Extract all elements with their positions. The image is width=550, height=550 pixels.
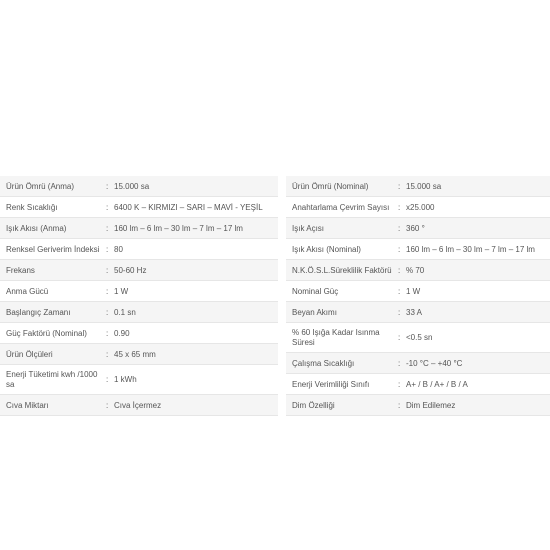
spec-separator: : bbox=[106, 281, 114, 302]
table-row bbox=[286, 323, 550, 353]
spec-label: Renksel Geriverim İndeksi bbox=[0, 239, 106, 260]
spec-separator: : bbox=[106, 365, 114, 395]
spec-value: x25.000 bbox=[406, 197, 550, 218]
spec-value: -10 °C – +40 °C bbox=[406, 353, 550, 374]
spec-separator: : bbox=[398, 353, 406, 374]
spec-value: 50-60 Hz bbox=[114, 260, 278, 281]
spec-value: 45 x 65 mm bbox=[114, 344, 278, 365]
spec-label: Ürün Ömrü (Anma) bbox=[0, 176, 106, 197]
table-row bbox=[286, 281, 550, 302]
spec-value: 80 bbox=[114, 239, 278, 260]
table-row bbox=[286, 218, 550, 239]
spec-label: Dim Özelliği bbox=[286, 395, 398, 416]
spec-value: 0.90 bbox=[114, 323, 278, 344]
spec-separator: : bbox=[106, 395, 114, 416]
spec-label: Güç Faktörü (Nominal) bbox=[0, 323, 106, 344]
spec-separator: : bbox=[398, 218, 406, 239]
spec-value: Dim Edilemez bbox=[406, 395, 550, 416]
spec-label: % 60 Işığa Kadar Isınma Süresi bbox=[286, 323, 398, 353]
spec-separator: : bbox=[106, 239, 114, 260]
table-row bbox=[286, 353, 550, 374]
spec-separator: : bbox=[106, 197, 114, 218]
spec-label: Cıva Miktarı bbox=[0, 395, 106, 416]
spec-value: 33 A bbox=[406, 302, 550, 323]
spec-value: 360 ° bbox=[406, 218, 550, 239]
spec-label: Enerji Tüketimi kwh /1000 sa bbox=[0, 365, 106, 395]
spec-value: Cıva İçermez bbox=[114, 395, 278, 416]
table-row bbox=[0, 302, 278, 323]
spec-value: 1 W bbox=[406, 281, 550, 302]
spec-separator: : bbox=[398, 197, 406, 218]
spec-value: 6400 K – KIRMIZI – SARI – MAVİ - YEŞİL bbox=[114, 197, 278, 218]
spec-separator: : bbox=[106, 323, 114, 344]
table-row bbox=[286, 176, 550, 197]
right-spec-table bbox=[286, 176, 550, 416]
spec-separator: : bbox=[106, 344, 114, 365]
spec-label: Anma Gücü bbox=[0, 281, 106, 302]
table-row bbox=[286, 197, 550, 218]
spec-value: 0.1 sn bbox=[114, 302, 278, 323]
table-row bbox=[0, 395, 278, 416]
spec-label: Ürün Ömrü (Nominal) bbox=[286, 176, 398, 197]
spec-separator: : bbox=[398, 374, 406, 395]
spec-label: Ürün Ölçüleri bbox=[0, 344, 106, 365]
spec-value: 1 kWh bbox=[114, 365, 278, 395]
spec-label: Enerji Verimliliği Sınıfı bbox=[286, 374, 398, 395]
spec-separator: : bbox=[398, 395, 406, 416]
spec-value: 1 W bbox=[114, 281, 278, 302]
table-row bbox=[0, 239, 278, 260]
spec-separator: : bbox=[106, 260, 114, 281]
spec-value: 15.000 sa bbox=[114, 176, 278, 197]
table-row bbox=[286, 374, 550, 395]
spec-label: Işık Akısı (Nominal) bbox=[286, 239, 398, 260]
table-row bbox=[286, 302, 550, 323]
spec-separator: : bbox=[398, 260, 406, 281]
spec-label: Işık Akısı (Anma) bbox=[0, 218, 106, 239]
spec-separator: : bbox=[106, 302, 114, 323]
left-spec-table bbox=[0, 176, 278, 416]
spec-value: 15.000 sa bbox=[406, 176, 550, 197]
spec-label: Çalışma Sıcaklığı bbox=[286, 353, 398, 374]
spec-value: % 70 bbox=[406, 260, 550, 281]
table-row bbox=[0, 176, 278, 197]
table-row bbox=[0, 218, 278, 239]
table-row bbox=[286, 395, 550, 416]
table-row bbox=[286, 239, 550, 260]
spec-value: A+ / B / A+ / B / A bbox=[406, 374, 550, 395]
spec-separator: : bbox=[398, 302, 406, 323]
spec-value: 160 lm – 6 lm – 30 lm – 7 lm – 17 lm bbox=[406, 239, 550, 260]
spec-separator: : bbox=[398, 239, 406, 260]
table-row bbox=[0, 260, 278, 281]
spec-value: <0.5 sn bbox=[406, 323, 550, 353]
spec-label: Başlangıç Zamanı bbox=[0, 302, 106, 323]
spec-separator: : bbox=[106, 218, 114, 239]
table-row bbox=[0, 323, 278, 344]
table-row bbox=[286, 260, 550, 281]
spec-separator: : bbox=[398, 281, 406, 302]
spec-separator: : bbox=[106, 176, 114, 197]
spec-label: Anahtarlama Çevrim Sayısı bbox=[286, 197, 398, 218]
spec-label: Nominal Güç bbox=[286, 281, 398, 302]
spec-value: 160 lm – 6 lm – 30 lm – 7 lm – 17 lm bbox=[114, 218, 278, 239]
spec-label: Renk Sıcaklığı bbox=[0, 197, 106, 218]
table-row bbox=[0, 281, 278, 302]
spec-separator: : bbox=[398, 323, 406, 353]
table-row bbox=[0, 344, 278, 365]
spec-label: Frekans bbox=[0, 260, 106, 281]
table-row bbox=[0, 365, 278, 395]
spec-label: Beyan Akımı bbox=[286, 302, 398, 323]
spec-label: N.K.Ö.S.L.Süreklilik Faktörü bbox=[286, 260, 398, 281]
table-row bbox=[0, 197, 278, 218]
spec-separator: : bbox=[398, 176, 406, 197]
spec-label: Işık Açısı bbox=[286, 218, 398, 239]
